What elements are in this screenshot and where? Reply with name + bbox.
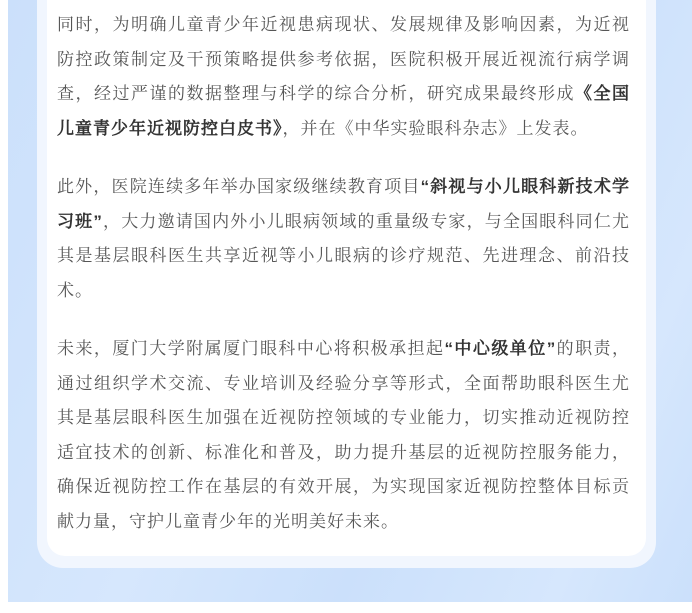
body-text: ，并在《中华实验眼科杂志》上发表。: [282, 118, 589, 138]
emphasized-text: 《全国儿童青少年近视防控白皮书》: [57, 84, 630, 138]
body-text: 未来，厦门大学附属厦门眼科中心将积极承担起: [57, 339, 445, 358]
body-text: 此外，医院连续多年举办国家级继续教育项目: [57, 177, 421, 196]
paragraph-3: [57, 332, 630, 539]
body-text: 同时，为明确儿童青少年近视患病现状、发展规律及影响因素，为近视防控政策制定及干预策略提供参考依据，医院积极开展近视流行病学调查，经过严谨的数据整理与科学的综合分析，研究成果最终形成: [57, 15, 630, 103]
article-card: [47, 0, 646, 556]
paragraph-2: [57, 170, 630, 308]
body-text: ，大力邀请国内外小儿眼病领域的重量级专家，与全国眼科同仁尤其是基层眼科医生共享近视等小儿眼病的诊疗规范、先进理念、前沿技术。: [57, 211, 631, 300]
emphasized-text: “斜视与小儿眼科新技术学习班”: [57, 177, 631, 231]
emphasized-text: “中心级单位”: [444, 339, 557, 358]
article-body: [57, 8, 630, 539]
paragraph-1: [57, 8, 630, 146]
body-text: 的职责，通过组织学术交流、专业培训及经验分享等形式，全面帮助眼科医生尤其是基层眼科医生加强在近视防控领域的专业能力，切实推动近视防控适宜技术的创新、标准化和普及，助力提升基层的近视防控服务能力，确保近视防控工作在基层的有效开展，为实现国家近视防控整体目标贡献力量，守护儿童青少年的光明美好未来。: [57, 339, 631, 531]
